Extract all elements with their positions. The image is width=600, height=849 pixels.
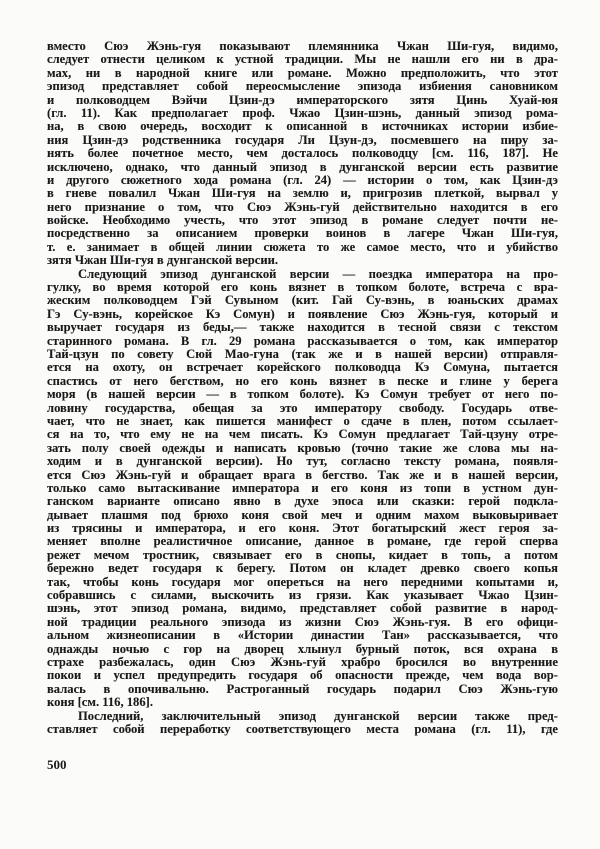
text-line: страхе разбежалась, один Сюэ Жэнь-гуй храбро бросился во внутренние — [47, 655, 558, 669]
text-line: однажды ночью с гор на дворец хлынул бурный поток, вся охрана в — [47, 642, 558, 656]
text-line: ходим и в дунганской версии). Но тут, согласно тексту романа, появля- — [47, 455, 558, 469]
text-line: мах, ни в народной книге или романе. Можно предположить, что этот — [47, 66, 558, 80]
text-line: собравшись с силами, выскочить из грязи. Как указывает Чжао Цзин- — [47, 589, 558, 603]
text-line: и полководцем Вэйчи Цзин-дэ императорского зятя Цинь Хуай-юя — [47, 93, 558, 107]
text-line: режет мечом тростник, связывает его в снопы, кидает в топь, а потом — [47, 548, 558, 562]
text-line: так, чтобы конь государя мог опереться на него передними копытами и, — [47, 575, 558, 589]
text-line: т. е. занимает в общей линии сюжета то же самое место, что и убийство — [47, 240, 558, 254]
text-line: из трясины и императора, и его коня. Этот богатырский жест героя за- — [47, 522, 558, 536]
text-line: дывает плашмя под брюхо коня свой меч и одним махом выковыривает — [47, 508, 558, 522]
text-line: в гневе повалил Чжан Ши-гуя на землю и, пригрозив плеткой, вырвал у — [47, 187, 558, 201]
text-line: спастись от него бегством, но его конь вязнет в песке и глине у берега — [47, 374, 558, 388]
text-line: только само вытаскивание императора и его коня из топи в устном дун- — [47, 481, 558, 495]
page-body — [47, 40, 558, 736]
text-line: ния Цзин-дэ родственника государя Ли Цзун-дэ, посмевшего на пиру за- — [47, 133, 558, 147]
text-line: войске. Необходимо учесть, что этот эпизод в романе следует почти не- — [47, 214, 558, 228]
text-line: гулку, во время которой его конь вязнет в топком болоте, встреча с вра- — [47, 281, 558, 295]
text-line: ловину государства, обещая за это императору свободу. Государь отве- — [47, 401, 558, 415]
text-line: коня [см. 116, 186]. — [47, 696, 153, 710]
text-line: следует отнести целиком к устной традиции. Мы не нашли его ни в дра- — [47, 53, 558, 67]
text-line: ставляет собой переработку соответствующего места романа (гл. 11), где — [47, 722, 558, 736]
text-line: посредственно за описанием проверки воинов в лагере Чжан Ши-гуя, — [47, 227, 558, 241]
text-line: него признание о том, что Сюэ Жэнь-гуй действительно находится в его — [47, 200, 558, 214]
text-line: Следующий эпизод дунганской версии — поездка императора на про- — [78, 267, 558, 281]
text-line: меняет вполне реалистичное описание, данное в романе, где герой сперва — [47, 535, 558, 549]
text-line: бережно ведет государя к берегу. Потом он кладет древко своего копья — [47, 562, 558, 576]
text-line: и другого сюжетного хода романа (гл. 24) — истории о том, как Цзин-дэ — [47, 173, 558, 187]
text-line: ется на охоту, он встречает корейского полководца Кэ Сомуна, пытается — [47, 361, 558, 375]
text-line: моря (в нашей версии — в топком болоте). Кэ Сомун требует от него по- — [47, 388, 558, 402]
paragraph — [47, 268, 558, 710]
text-line: зятя Чжан Ши-гуя в дунганской версии. — [47, 254, 279, 268]
text-line: ной традиции реального эпизода из жизни Сюэ Жэнь-гуя. В его офици- — [47, 615, 558, 629]
text-line: альном жизнеописании в «Истории династии Тан» рассказывается, что — [47, 629, 558, 643]
text-line: валась в опочивальню. Растроганный государь подарил Сюэ Жэнь-гую — [47, 682, 558, 696]
text-line: вместо Сюэ Жэнь-гуя показывают племянника Чжан Ши-гуя, видимо, — [47, 40, 558, 53]
text-line: (гл. 11). Как предполагает проф. Чжао Цзин-шэнь, данный эпизод рома- — [47, 106, 558, 120]
text-line: на, в свою очередь, восходит к описанной в источниках истории избие- — [47, 120, 558, 134]
text-line: ся на то, что ему не на чем писать. Кэ Сомун предлагает Тай-цзуну отре- — [47, 428, 558, 442]
text-line: нять более почетное место, чем досталось полководцу [см. 116, 187]. Не — [47, 147, 558, 161]
text-line: старинного романа. В гл. 29 романа рассказывается о том, как император — [47, 334, 558, 348]
text-line: Гэ Су-вэнь, корейское Кэ Сомун) и появление Сюэ Жэнь-гуя, который и — [47, 307, 558, 321]
text-line: ганском варианте описано явно в духе эпоса или сказки: герой подкла- — [47, 495, 558, 509]
text-line: исключено, однако, что данный эпизод в дунганской версии есть развитие — [47, 160, 558, 174]
text-line: чает, что не знает, как пишется манифест о сдаче в плен, потом ссылает- — [47, 414, 558, 428]
text-line: Тай-цзун по совету Сюй Мао-гуна (так же и в нашей версии) отправля- — [47, 347, 558, 361]
text-line: шэнь, этот эпизод романа, видимо, представляет собой развитие в народ- — [47, 602, 558, 616]
text-line: Последний, заключительный эпизод дунганской версии также пред- — [78, 709, 558, 723]
text-line: выручает государя из беды,— также находится в тесной связи с текстом — [47, 321, 558, 335]
text-line: жеским полководцем Гэй Сувыном (кит. Гай Су-вэнь, в юаньских драмах — [47, 294, 558, 308]
text-line: ется Сюэ Жэнь-гуй и обращает врага в бегство. Так же и в нашей версии, — [47, 468, 558, 482]
page-number: 500 — [47, 757, 67, 772]
text-line: покои и успел предупредить государя об опасности прежде, чем вода вор- — [47, 669, 558, 683]
paragraph — [47, 710, 558, 737]
paragraph — [47, 40, 558, 268]
text-line: зать полу своей одежды и написать кровью (точно такие же слова мы на- — [47, 441, 558, 455]
text-line: эпизод представляет собой переосмысление эпизода избиения сановником — [47, 80, 558, 94]
